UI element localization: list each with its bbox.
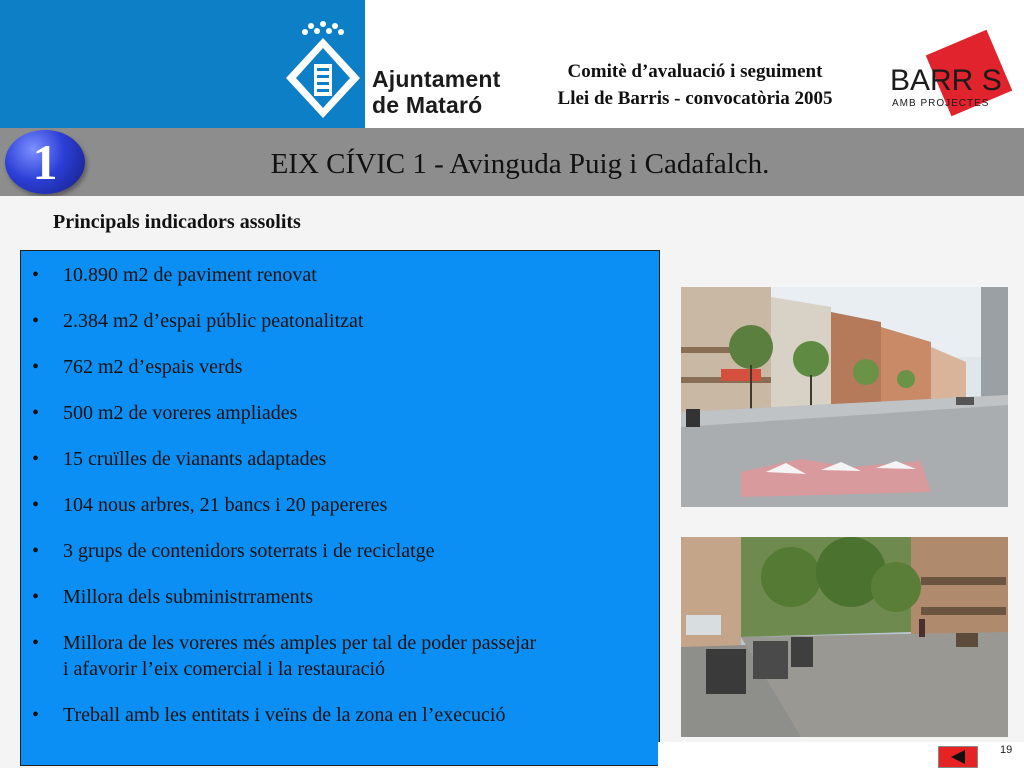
page-number: 19 <box>1000 744 1013 756</box>
indicator-text: i afavorir l’eix comercial i la restauració <box>63 658 386 680</box>
committee-title <box>520 58 870 112</box>
bullet-marker: • <box>32 632 40 654</box>
bullet-marker: • <box>32 264 40 286</box>
bullet-marker: • <box>32 402 40 424</box>
section-number-badge: 1 <box>5 130 85 194</box>
indicator-item <box>28 446 688 472</box>
barris-logo-subtitle: AMB PROJECTES <box>892 98 990 109</box>
street-photo-2 <box>681 537 1008 737</box>
committee-line-2: Llei de Barris - convocatòria 2005 <box>557 88 833 109</box>
barris-logo-word: BARR!S <box>890 64 1002 97</box>
indicator-text: 500 m2 de voreres ampliades <box>63 402 298 424</box>
indicator-item <box>28 492 688 518</box>
indicator-text: Millora dels subministrraments <box>63 586 313 608</box>
bullet-marker: • <box>32 586 40 608</box>
indicator-item <box>28 400 688 426</box>
indicator-text: 2.384 m2 d’espai públic peatonalitzat <box>63 310 364 332</box>
slide-title: EIX CÍVIC 1 - Avinguda Puig i Cadafalch. <box>270 148 770 180</box>
indicator-text: Millora de les voreres més amples per tal de poder passejar <box>63 632 537 654</box>
bullet-marker: • <box>32 494 40 516</box>
indicator-text: 104 nous arbres, 21 bancs i 20 papereres <box>63 494 388 516</box>
bullet-marker: • <box>32 310 40 332</box>
indicator-item <box>28 354 688 380</box>
organization-line-2: de Mataró <box>372 92 483 118</box>
previous-slide-icon <box>951 750 965 764</box>
previous-slide-button[interactable] <box>938 746 978 768</box>
indicators-list <box>28 262 688 748</box>
indicator-text: 15 cruïlles de vianants adaptades <box>63 448 327 470</box>
indicator-text: 10.890 m2 de paviment renovat <box>63 264 317 286</box>
indicator-item <box>28 630 688 682</box>
municipal-shield-icon <box>282 20 364 120</box>
bullet-marker: • <box>32 448 40 470</box>
bullet-marker: • <box>32 540 40 562</box>
indicator-item <box>28 538 688 564</box>
section-heading: Principals indicadors assolits <box>53 211 301 233</box>
committee-line-1: Comitè d’avaluació i seguiment <box>567 61 823 82</box>
organization-line-1: Ajuntament <box>372 66 501 92</box>
indicator-item <box>28 308 688 334</box>
indicator-item <box>28 262 688 288</box>
indicator-item <box>28 584 688 610</box>
bullet-marker: • <box>32 356 40 378</box>
bullet-marker: • <box>32 704 40 726</box>
street-photo-1 <box>681 287 1008 507</box>
indicator-text: 762 m2 d’espais verds <box>63 356 243 378</box>
indicator-text: Treball amb les entitats i veïns de la zona en l’execució <box>63 704 506 726</box>
organization-name <box>372 66 501 118</box>
barris-logo <box>880 36 1024 128</box>
indicator-item <box>28 702 688 728</box>
indicator-text: 3 grups de contenidors soterrats i de reciclatge <box>63 540 435 562</box>
